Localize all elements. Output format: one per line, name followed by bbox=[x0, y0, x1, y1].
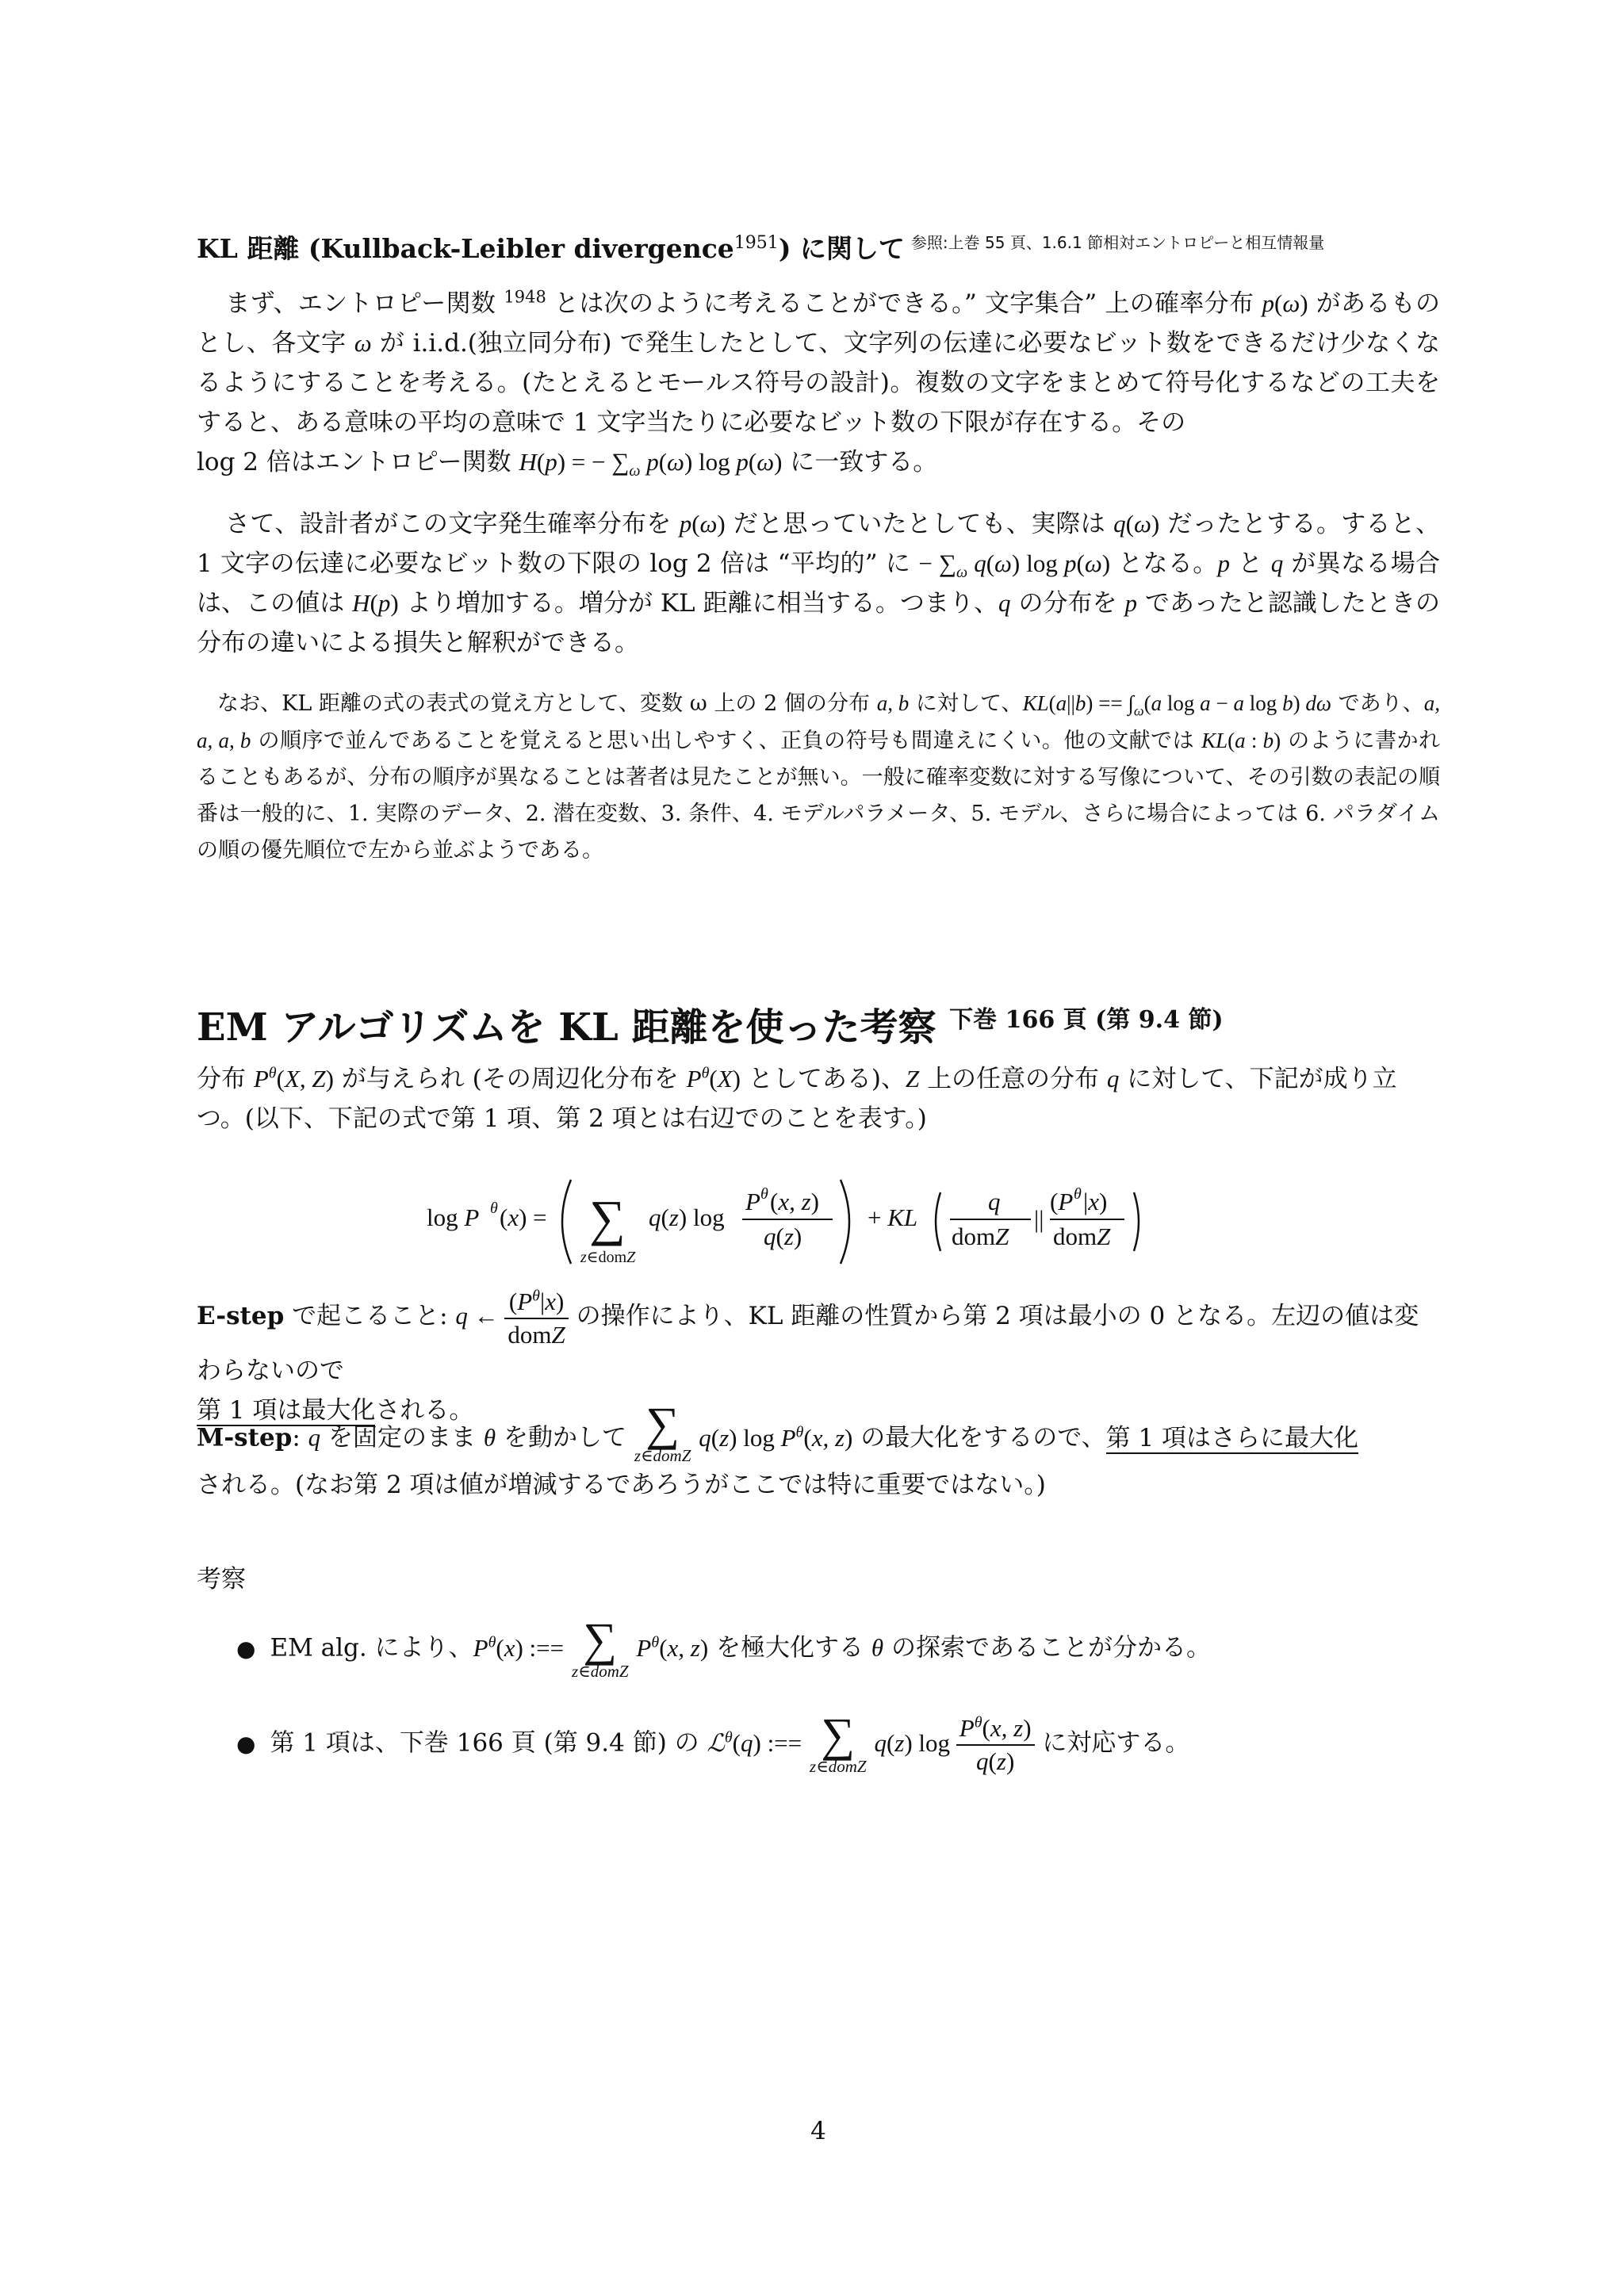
section-heading-em bbox=[197, 995, 1440, 1053]
svg-text:q: q bbox=[988, 1188, 1001, 1215]
svg-text:P: P bbox=[745, 1188, 760, 1215]
em-decomposition-equation bbox=[427, 1162, 1220, 1281]
heading-suffix: ) に関して bbox=[778, 233, 905, 264]
document-page bbox=[197, 0, 1440, 2296]
e-step-label: E-step bbox=[197, 1302, 285, 1331]
svg-text:θ: θ bbox=[490, 1200, 498, 1217]
heading-reference: 参照:上巻 55 頁、1.6.1 節相対エントロピーと相互情報量 bbox=[910, 233, 1325, 252]
svg-text:domZ: domZ bbox=[952, 1223, 1009, 1250]
heading-text: EM アルゴリズムを KL 距離を使った考察 bbox=[197, 1005, 936, 1050]
m-step-label: M-step bbox=[197, 1423, 293, 1452]
svg-text:log P: log P bbox=[427, 1203, 480, 1231]
svg-text:(P: (P bbox=[1050, 1188, 1074, 1215]
svg-text:(x, z): (x, z) bbox=[770, 1188, 819, 1215]
underlined-text: 第 1 項は最大化 bbox=[197, 1396, 376, 1425]
bullet-icon: ● bbox=[236, 1635, 256, 1662]
paragraph-em-intro: 分布 $P^\theta(X$, Z) が与えられ (その周辺化分布を $P^\theta(X)$ としてある)、Z 上の任意の分布 q に対して、下記が成り立つ。(以下、下記の式で第 1 項、第 2 項とは右辺でのことを表す。) bbox=[197, 1064, 1397, 1133]
svg-text:θ: θ bbox=[760, 1185, 768, 1203]
svg-text:q(z) log: q(z) log bbox=[649, 1203, 725, 1231]
paragraph-m-step: M-step: q を固定のまま θ を動かして ∑ z∈domZ q(z) $\log P^\theta(x$, z) の最大化をするので、第 1 項はさらに最大化 される。(なお第 2 項は値が増減するであろうがここでは特に重要ではない。) bbox=[197, 1398, 1359, 1499]
svg-text:|x): |x) bbox=[1083, 1188, 1108, 1215]
section-heading-kl bbox=[197, 225, 1440, 266]
list-item: ● EM alg. により、$P^\theta(x)$ :== ∑ z∈domZ $P^\theta(x$, z) を極大化する θ の探索であることが分かる。 bbox=[236, 1613, 1211, 1681]
svg-text:(x) =: (x) = bbox=[500, 1203, 547, 1231]
svg-text:∑: ∑ bbox=[589, 1190, 626, 1246]
equation-graphic bbox=[427, 1162, 1220, 1281]
bullet-icon: ● bbox=[236, 1730, 256, 1757]
svg-text:+ KL: + KL bbox=[868, 1203, 918, 1231]
svg-text:θ: θ bbox=[1074, 1185, 1082, 1203]
paragraph-notation-note: なお、KL 距離の式の表式の覚え方として、変数 ω 上の 2 個の分布 a, b に対して、$KL(a||b) == \int_\omega(a$ log a − a log b) dω であり、a, a, a, b の順序で並んであることを覚えると思い出しやすく、正負の符号も間違えにくい。他の文献では KL(a : b) のように書かれることもあるが、分布の順序が異なることは著者は見たことが無い。一般に確率変数に対する写像について、その引数の表記の順番は一般的に、1. 実際のデータ、2. 潜在変数、3. 条件、4. モデルパラメータ、5. モデル、さらに場合によっては 6. パラダイム の順の優先順位で左から並ぶようである。 bbox=[197, 691, 1441, 863]
list-item: ● 第 1 項は、下巻 166 頁 (第 9.4 節) の ℒ$^\theta$(q) :== ∑ z∈domZ q(z) log $\frac{P^\theta(x, z)}{q(z)}$ に対応する。 bbox=[236, 1712, 1426, 1777]
heading-text: KL 距離 (Kullback-Leibler divergence bbox=[197, 233, 734, 264]
paragraph-e-step: E-step で起こること: q ← $\frac{(P^\theta|x)}{\text{domZ}}$ の操作により、KL 距離の性質から第 2 項は最小の 0 となる。左辺の値は変わらないので 第 1 項は最大化される。 bbox=[197, 1287, 1419, 1425]
paragraph-kl-meaning: さて、設計者がこの文字発生確率分布を p(ω) だと思っていたとしても、実際は q(ω) だったとする。すると、1 文字の伝達に必要なビット数の下限の log 2 倍は “平均的” に − $\sum_\omega$ q(ω) log p(ω) となる。p と q が異なる場合は、この値は H(p) より増加する。増分が KL 距離に相当する。つまり、q の分布を p であったと認識したときの分布の違いによる損失と解釈ができる。 bbox=[197, 510, 1441, 657]
underlined-text: 第 1 項はさらに最大化 bbox=[1105, 1423, 1359, 1452]
page-number: 4 bbox=[810, 2117, 826, 2145]
subheading-kosatsu: 考察 bbox=[197, 1565, 246, 1594]
heading-year: 1951 bbox=[733, 233, 779, 253]
paragraph-entropy: まず、エントロピー関数 $^{1948}$ とは次のように考えることができる。” 文字集合” 上の確率分布 p(ω) があるものとし、各文字 ω が i.i.d.(独立同分布) で発生したとして、文字列の伝達に必要なビット数をできるだけ少なくなるようにすることを考える。(たとえるとモールス符号の設計)。複数の文字をまとめて符号化するなどの工夫をすると、ある意味の平均の意味で 1 文字当たりに必要なビット数の下限が存在する。その log 2 倍はエントロピー関数 H(p) = − $\sum_\omega$ p(ω) log p(ω) に一致する。 bbox=[197, 287, 1441, 480]
svg-text:||: || bbox=[1034, 1205, 1044, 1233]
svg-text:z∈domZ: z∈domZ bbox=[580, 1249, 636, 1266]
svg-text:q(z): q(z) bbox=[764, 1223, 802, 1250]
svg-text:domZ: domZ bbox=[1053, 1223, 1111, 1250]
heading-reference: 下巻 166 頁 (第 9.4 節) bbox=[949, 1006, 1224, 1034]
